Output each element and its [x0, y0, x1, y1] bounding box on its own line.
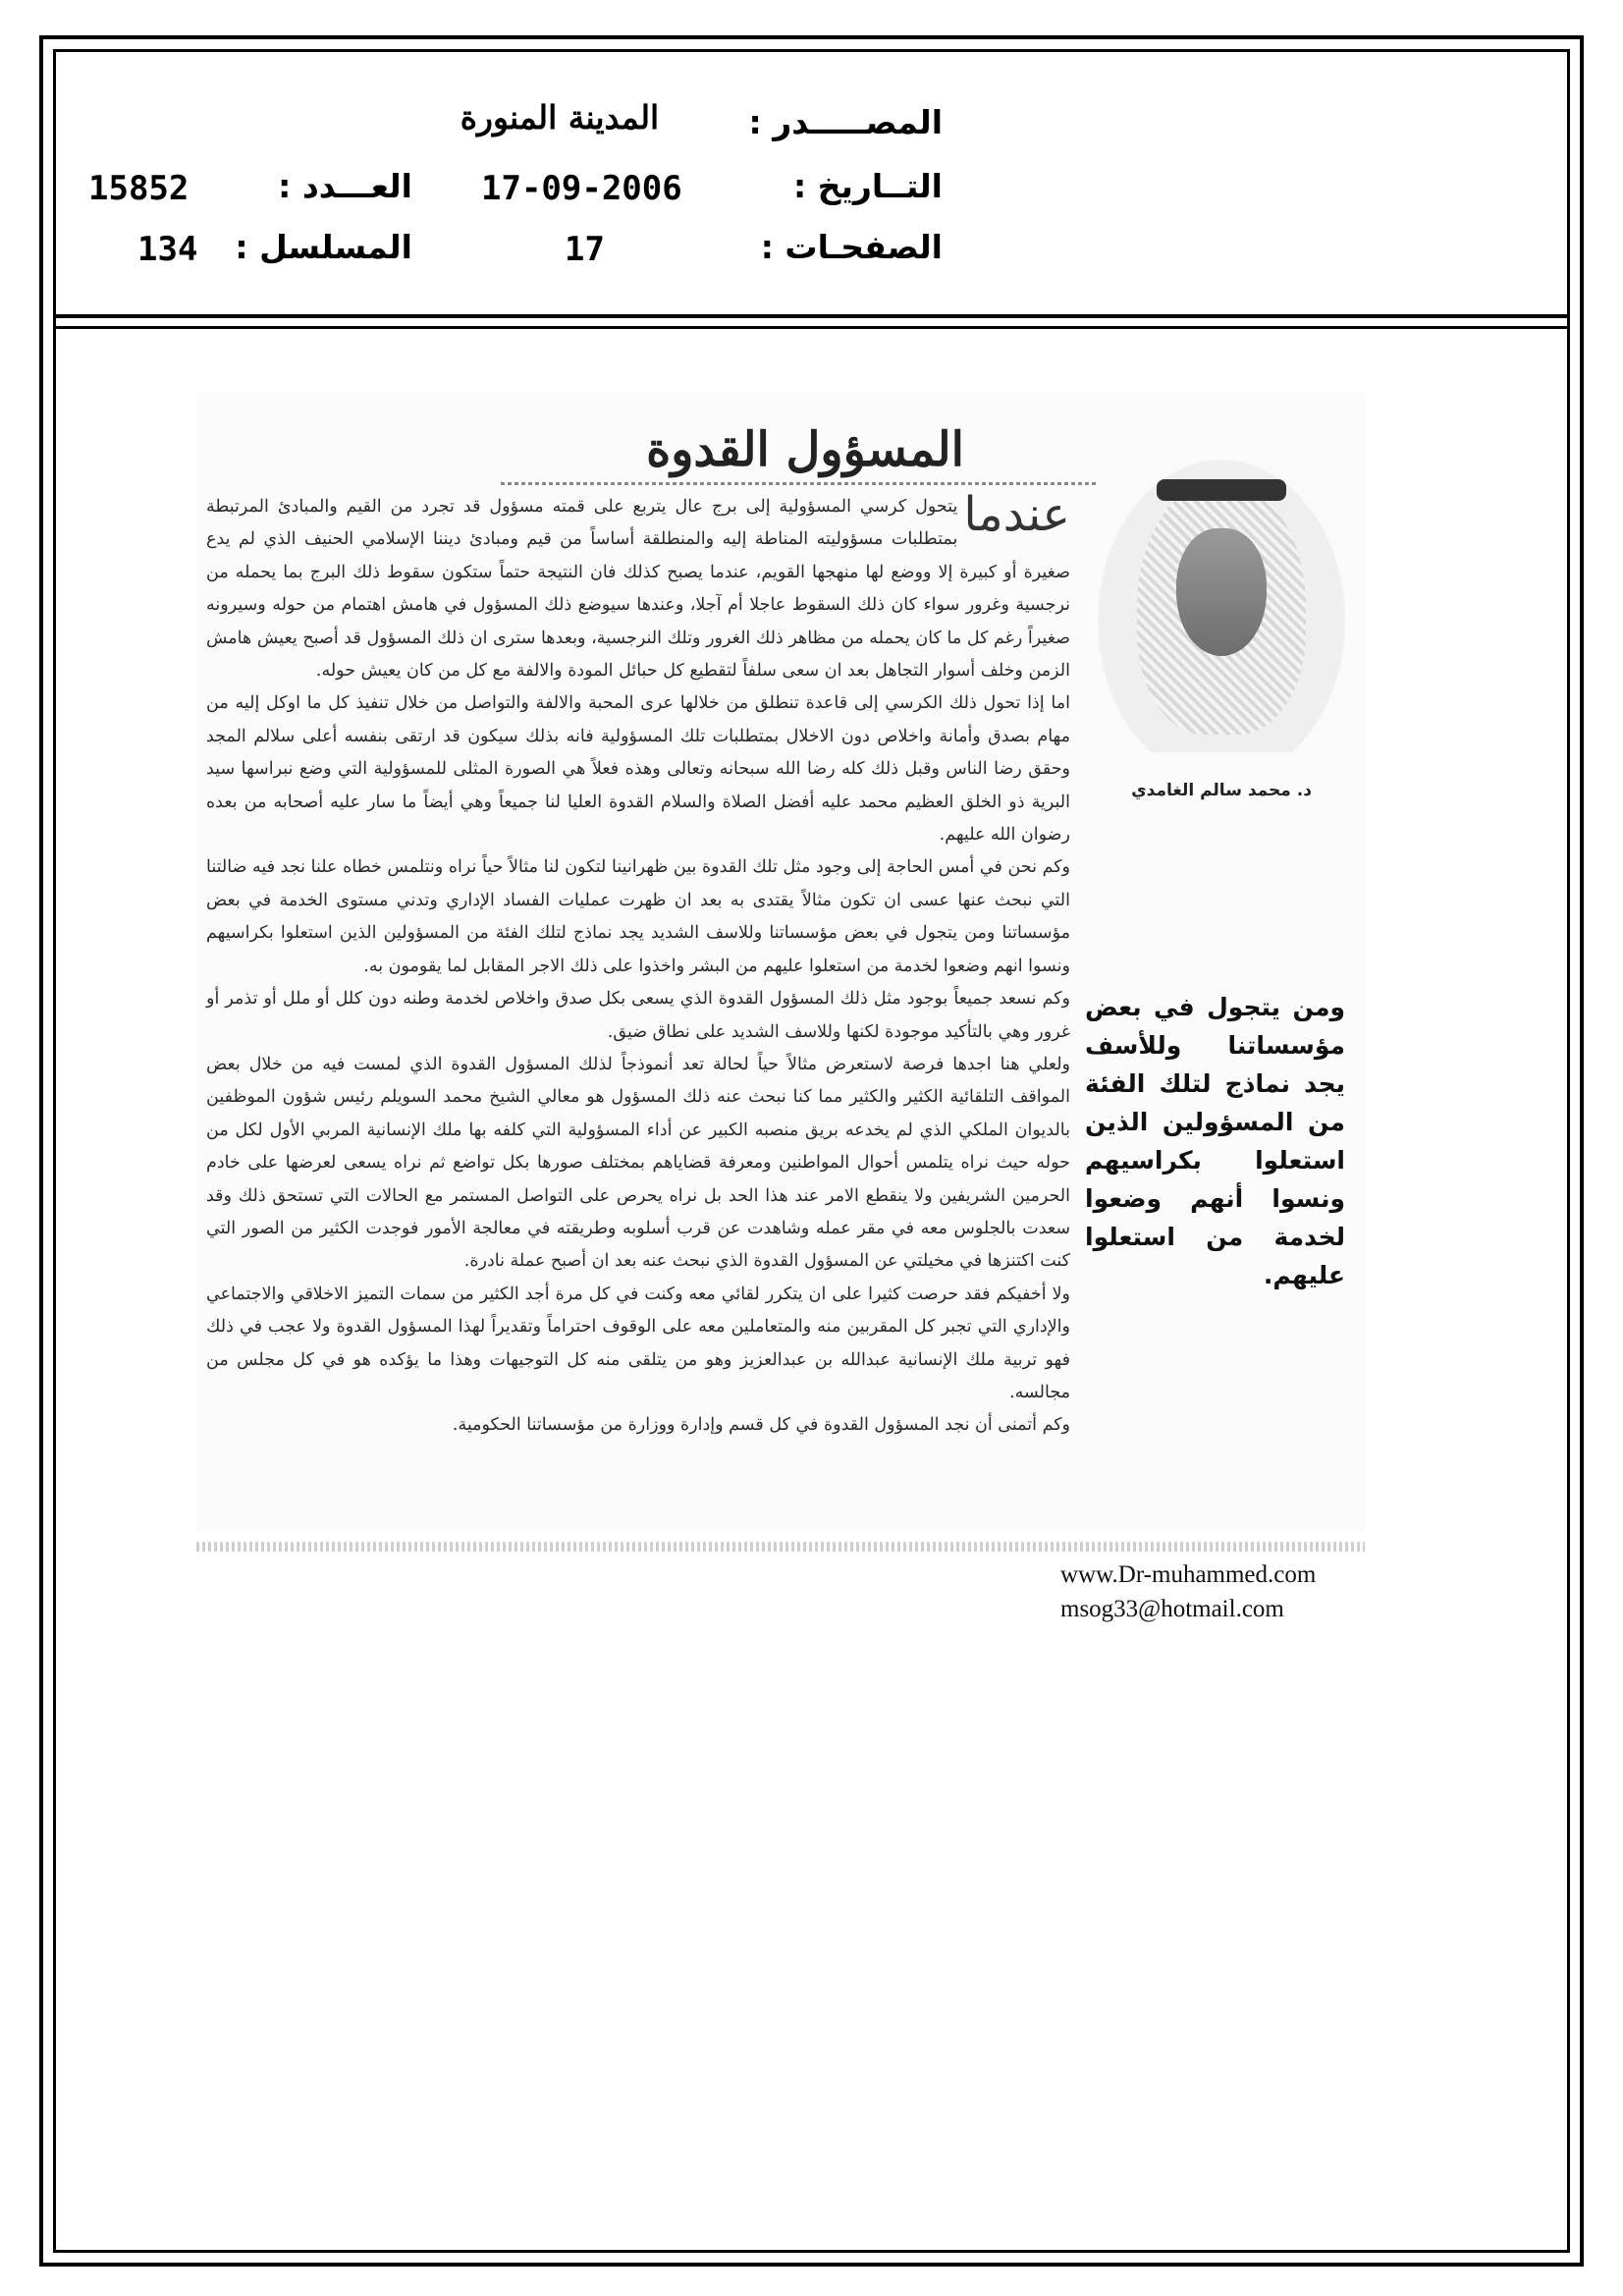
paragraph: وكم أتمنى أن نجد المسؤول القدوة في كل قسم وإدارة ووزارة من مؤسساتنا الحكومية.: [452, 1415, 1070, 1436]
article-body: [206, 487, 1070, 1443]
issue-value: 15852: [88, 169, 189, 208]
paragraph: يتحول كرسي المسؤولية إلى برج عال يتربع على قمته مسؤول قد تجرد من القيم والمبادئ المرتبطة بمتطلبات مسؤوليته المناطة إليه والمنطلقة أساساً من قيم ومبادئ ديننا الإسلامي الحنيف الذي لم يدع صغيرة أو كبيرة إلا ووضع لها منهجها القويم، عندما يصبح كذلك فان النتيجة حتماً ستكون سقوط ذلك البرج بما يحمله من نرجسية وغرور سواء كان ذلك السقوط عاجلا أم آجلا، وعندها سيوضع ذلك المسؤول في هامش اهتمام من حوله وسيرونه صغيراً رغم كل ما كان يحمله من مظاهر ذلك الغرور وتلك النرجسية، وبعدها سترى ان ذلك المسؤول قد أصبح يعيش هامش الزمن وخلف أسوار التجاهل بعد ان سعى سلفاً لتقطيع كل حبائل المودة والالفة مع كل من كان يعيش حوله.: [206, 497, 1070, 682]
article-title: المسؤول القدوة: [491, 422, 1119, 477]
paragraph: وكم نسعد جميعاً بوجود مثل ذلك المسؤول القدوة الذي يسعى بكل صدق واخلاص لخدمة وطنه دون كلل أو ملل أو تذمر أو غرور وهي بالتأكيد موجودة لكنها وللاسف الشديد على نطاق ضيق.: [206, 989, 1070, 1042]
author-photo: [1098, 460, 1345, 752]
date-label: التــاريخ :: [793, 167, 943, 205]
dropcap-word: عندما: [963, 487, 1070, 542]
pull-quote-text: ومن يتجول في بعض مؤسساتنا وللأسف يجد نماذج لتلك الفئة من المسؤولين الذين استعلوا بكراسيهم ونسوا أنهم وضعوا لخدمة من استعلوا عليهم.: [1085, 993, 1345, 1289]
agal-shape: [1157, 479, 1286, 501]
paragraph: ولا أخفيكم فقد حرصت كثيرا على ان يتكرر لقائي معه وكنت في كل مرة أجد الكثير من سمات التميز الاخلاقي والاجتماعي والإداري التي تجبر كل المقربين منه والمتعاملين معه على الوقوف احتراماً وتقديراً لهذا المسؤول القدوة ولا عجب في ذلك فهو تربية ملك الإنسانية عبدالله بن عبدالعزيز وهو من يتلقى منه كل التوجيهات وهذا ما يؤكده هو في كل مجلس من مجالسه.: [206, 1284, 1070, 1402]
pages-label: الصفحـات :: [760, 228, 943, 266]
header-divider: [53, 314, 1570, 318]
paragraph: ولعلي هنا اجدها فرصة لاستعرض مثالاً حياً لحالة تعد أنموذجاً لذلك المسؤول القدوة الذي لمست فيه من خلال بعض المواقف التلقائية الكثير والكثير مما كنا نبحث عنه ذلك المسؤول هو معالي الشيخ محمد السويلم رئيس شؤون الموظفين بالديوان الملكي الذي لم يخدعه بريق منصبه الكبير عن أداء المسؤولية التي كلفه بها ملك الإنسانية المربي الأول لكل من حوله حيث نراه يتلمس أحوال المواطنين ومعرفة قضاياهم بمختلف صورها بكل تواضع ثم نراه يسعى لعرضها على خادم الحرمين الشريفين ولا ينقطع الامر عند هذا الحد بل نراه يحرص على التواصل المستمر مع الحالات التي تستحق ذلك وقد سعدت بالجلوس معه في مقر عمله وشاهدت عن قرب أسلوبه وطريقته في معالجة الأمور فوجدت الكثير من الصور التي كنت اكتنزها في مخيلتي عن المسؤول القدوة الذي نبحث عنه بعد ان أصبح عملة نادرة.: [206, 1054, 1070, 1272]
article-clipping: [196, 393, 1365, 1622]
serial-label: المسلسل :: [235, 228, 412, 266]
author-email: msog33@hotmail.com: [1060, 1596, 1284, 1622]
author-website: www.Dr-muhammed.com: [1060, 1561, 1317, 1588]
source-label: المصـــــدر :: [748, 103, 943, 141]
serial-value: 134: [137, 230, 198, 269]
issue-label: العـــدد :: [278, 167, 412, 205]
paragraph: اما إذا تحول ذلك الكرسي إلى قاعدة تنطلق من خلالها عرى المحبة والالفة والتواصل من خلال تنفيذ كل ما اوكل إليه من مهام بصدق وأمانة واخلاص دون الاخلال بمتطلبات تلك المسؤولية فانه بذلك سيكون قد ارتقى بنفسه أعلى سلالم المجد وحقق رضا الناس وقبل ذلك كله رضا الله سبحانه وتعالى وهذه فعلاً هي الصورة المثلى للمسؤولية التي وضع نبراسها سيد البرية ذو الخلق العظيم محمد عليه أفضل الصلاة والسلام القدوة العليا لنا جميعاً وهي أيضاً ما سار عليه أصحابه من بعده رضوان الله عليهم.: [206, 693, 1070, 846]
author-caption: د. محمد سالم الغامدي: [1131, 781, 1312, 800]
pull-quote: [1085, 988, 1345, 1294]
header-divider-secondary: [53, 326, 1570, 329]
source-value: المدينة المنورة: [460, 98, 660, 137]
date-value: 17-09-2006: [481, 169, 682, 208]
pages-value: 17: [565, 230, 605, 269]
face-shape: [1176, 528, 1267, 656]
paragraph: وكم نحن في أمس الحاجة إلى وجود مثل تلك القدوة بين ظهرانينا لتكون لنا مثالاً حياً نراه ونتلمس خطاه علنا نجد فيه ضالتنا التي نبحث عنها عسى ان تكون مثالاً يقتدى به بعد ان ظهرت عمليات الفساد الإداري وتدني مستوى الخدمة في بعض مؤسساتنا ومن يتجول في بعض مؤسساتنا وللاسف الشديد يجد نماذج لتلك الفئة من المسؤولين الذين استعلوا بكراسيهم ونسوا انهم وضعوا لخدمة من استعلوا عليهم من البشر واخذوا على ذلك الاجر المقابل لما يقومون به.: [206, 857, 1070, 976]
